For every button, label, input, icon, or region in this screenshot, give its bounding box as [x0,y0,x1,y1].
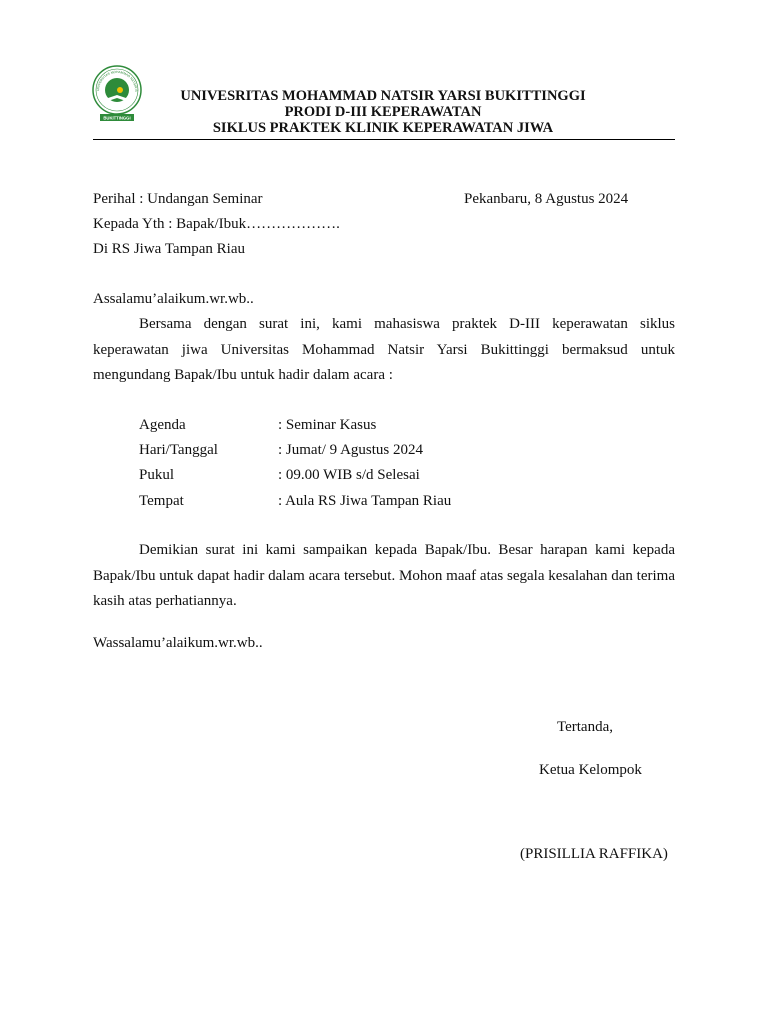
signature-tertanda: Tertanda, [557,719,614,735]
detail-row-date [139,441,423,459]
recipient-location: Di RS Jiwa Tampan Riau [93,241,245,257]
logo-banner-text: BUKITTINGGI [103,115,131,121]
body-paragraph-1 [93,312,675,389]
detail-row-agenda [139,416,376,434]
detail-label: Agenda [139,417,186,433]
letterhead-divider [93,139,675,140]
body-paragraph-2 [93,538,675,615]
body-paragraph-2-text: Demikian surat ini kami sampaikan kepada Bapak/Ibu. Besar harapan kami kepada Bapak/Ibu untuk dapat hadir dalam acara tersebut. Mohon maaf atas segala kesalahan dan terima kasih atas perhatiannya. [93,542,675,609]
signature-role: Ketua Kelompok [539,762,642,778]
detail-value: : 09.00 WIB s/d Selesai [278,467,420,483]
detail-value: : Aula RS Jiwa Tampan Riau [278,493,452,509]
body-paragraph-1-text: Bersama dengan surat ini, kami mahasiswa praktek D-III keperawatan siklus keperawatan jiwa Universitas Mohammad Natsir Yarsi Bukittinggi bermaksud untuk mengundang Bapak/Ibu untuk hadir dalam acara : [93,316,675,383]
detail-row-time [139,466,420,484]
detail-value: : Jumat/ 9 Agustus 2024 [278,442,424,458]
signature-name: (PRISILLIA RAFFIKA) [520,846,668,862]
detail-row-place [139,492,451,510]
detail-label: Tempat [139,493,184,509]
logo-ring-text: UNIVERSITAS MOHAMMAD NATSIR B [95,69,139,92]
closing-greeting: Wassalamu’alaikum.wr.wb.. [93,635,263,651]
subject-line: Perihal : Undangan Seminar [93,191,263,207]
letterhead-cycle: SIKLUS PRAKTEK KLINIK KEPERAWATAN JIWA [212,120,554,136]
letterhead-university: UNIVESRITAS MOHAMMAD NATSIR YARSI BUKITTINGGI [180,88,586,104]
detail-label: Hari/Tanggal [139,442,218,458]
place-date: Pekanbaru, 8 Agustus 2024 [464,191,629,207]
letterhead [150,88,616,136]
detail-value: : Seminar Kasus [278,417,377,433]
university-logo [91,65,143,123]
recipient-line: Kepada Yth : Bapak/Ibuk………………. [93,216,340,232]
letterhead-program: PRODI D-III KEPERAWATAN [284,104,482,120]
detail-label: Pukul [139,467,175,483]
greeting: Assalamu’alaikum.wr.wb.. [93,291,254,307]
